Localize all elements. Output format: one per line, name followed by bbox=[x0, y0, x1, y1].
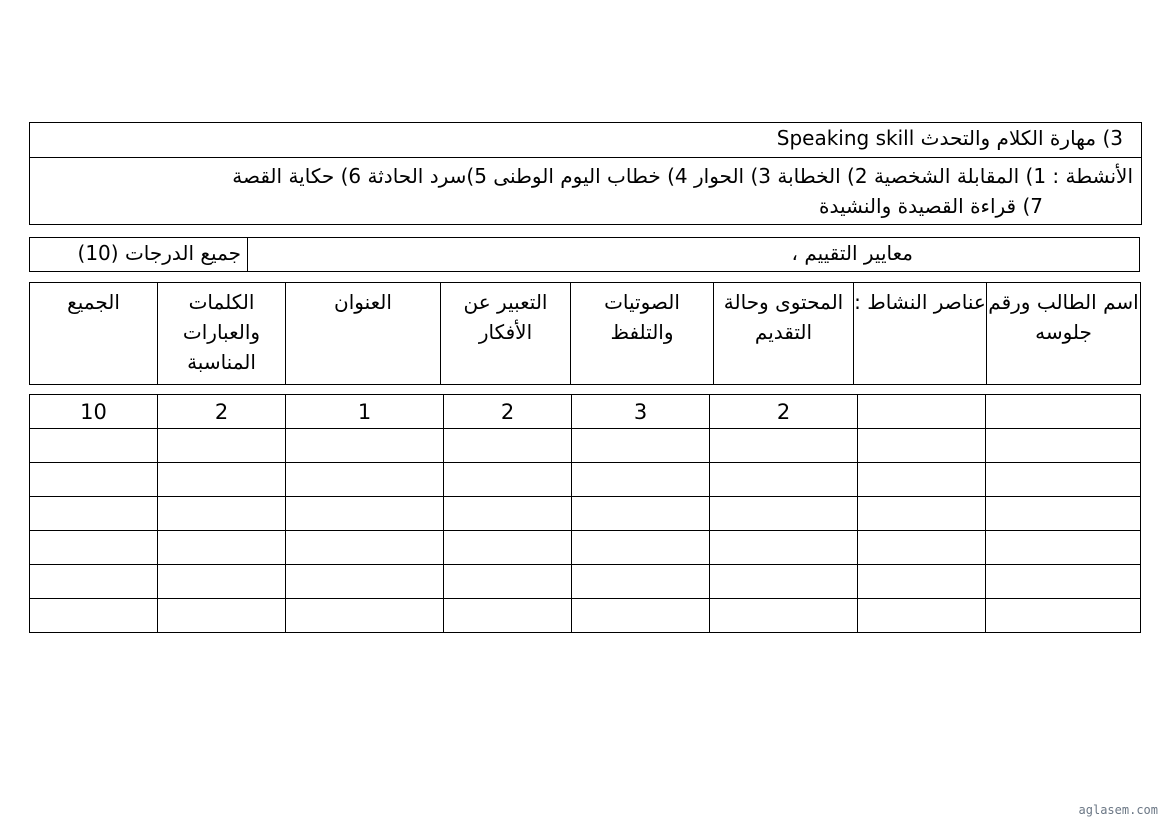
table-cell bbox=[572, 531, 710, 565]
header-content: المحتوى وحالة التقديم bbox=[714, 283, 854, 385]
table-cell bbox=[858, 599, 986, 633]
table-cell bbox=[572, 497, 710, 531]
table-cell bbox=[710, 463, 858, 497]
criteria-row bbox=[29, 237, 1140, 272]
table-cell bbox=[286, 463, 444, 497]
header-phonetics: الصوتيات والتلفظ bbox=[571, 283, 714, 385]
score-content: 2 bbox=[710, 395, 858, 429]
table-cell bbox=[30, 565, 158, 599]
table-cell bbox=[286, 429, 444, 463]
table-cell bbox=[158, 565, 286, 599]
header-vocabulary: الكلمات والعبارات المناسبة bbox=[158, 283, 286, 385]
section-box bbox=[29, 122, 1142, 225]
table-cell bbox=[30, 531, 158, 565]
table-cell bbox=[572, 599, 710, 633]
table-cell bbox=[444, 463, 572, 497]
table-cell bbox=[858, 463, 986, 497]
table-cell bbox=[30, 599, 158, 633]
table-cell bbox=[858, 565, 986, 599]
table-cell bbox=[710, 565, 858, 599]
header-row bbox=[30, 283, 1141, 385]
table-row bbox=[30, 599, 1141, 633]
header-title: العنوان bbox=[286, 283, 441, 385]
table-cell bbox=[158, 599, 286, 633]
table-row bbox=[30, 497, 1141, 531]
table-cell bbox=[30, 497, 158, 531]
table-cell bbox=[158, 463, 286, 497]
table-cell bbox=[286, 531, 444, 565]
table-row bbox=[30, 531, 1141, 565]
score-phonetics: 3 bbox=[572, 395, 710, 429]
table-cell bbox=[286, 565, 444, 599]
table-cell bbox=[986, 599, 1141, 633]
header-student-name: اسم الطالب ورقم جلوسه bbox=[987, 283, 1141, 385]
table-cell bbox=[444, 599, 572, 633]
table-cell bbox=[710, 497, 858, 531]
table-cell bbox=[286, 497, 444, 531]
table-cell bbox=[710, 599, 858, 633]
activities-line-1: الأنشطة : 1) المقابلة الشخصية 2) الخطابة 3) الحوار 4) خطاب اليوم الوطنى 5)سرد الحادثة 6) حكاية القصة bbox=[232, 164, 1133, 188]
table-cell bbox=[572, 565, 710, 599]
table-cell bbox=[444, 531, 572, 565]
score-expression: 2 bbox=[444, 395, 572, 429]
table-cell bbox=[858, 497, 986, 531]
table-cell bbox=[710, 531, 858, 565]
score-student-name bbox=[986, 395, 1141, 429]
score-total: 10 bbox=[30, 395, 158, 429]
table-cell bbox=[286, 599, 444, 633]
table-cell bbox=[858, 531, 986, 565]
table-cell bbox=[710, 429, 858, 463]
table-cell bbox=[444, 429, 572, 463]
section-title: 3) مهارة الكلام والتحدث Speaking skill bbox=[776, 126, 1123, 150]
table-cell bbox=[158, 429, 286, 463]
table-cell bbox=[572, 429, 710, 463]
table-row bbox=[30, 429, 1141, 463]
header-total: الجميع bbox=[30, 283, 158, 385]
score-title: 1 bbox=[286, 395, 444, 429]
header-activity-elements: عناصر النشاط : bbox=[854, 283, 987, 385]
table-row bbox=[30, 463, 1141, 497]
watermark: aglasem.com bbox=[1078, 803, 1158, 817]
table-cell bbox=[858, 429, 986, 463]
table-cell bbox=[986, 531, 1141, 565]
table-cell bbox=[986, 565, 1141, 599]
header-expression: التعبير عن الأفكار bbox=[441, 283, 571, 385]
table-cell bbox=[986, 463, 1141, 497]
table-cell bbox=[444, 565, 572, 599]
score-activity-elements bbox=[858, 395, 986, 429]
table-cell bbox=[158, 531, 286, 565]
table-cell bbox=[444, 497, 572, 531]
table-cell bbox=[158, 497, 286, 531]
table-row bbox=[30, 565, 1141, 599]
activities-line-2: 7) قراءة القصيدة والنشيدة bbox=[819, 194, 1043, 218]
criteria-header-table bbox=[29, 282, 1141, 385]
total-marks-label: جميع الدرجات (10) bbox=[77, 241, 241, 265]
table-cell bbox=[572, 463, 710, 497]
table-cell bbox=[986, 429, 1141, 463]
score-vocabulary: 2 bbox=[158, 395, 286, 429]
section-title-row bbox=[30, 123, 1141, 158]
activities-list bbox=[103, 161, 1133, 221]
table-cell bbox=[986, 497, 1141, 531]
table-cell bbox=[30, 463, 158, 497]
max-score-row bbox=[30, 395, 1141, 429]
score-table bbox=[29, 394, 1141, 633]
total-marks-cell bbox=[30, 238, 248, 271]
criteria-label: معايير التقييم ، bbox=[791, 241, 913, 265]
table-cell bbox=[30, 429, 158, 463]
